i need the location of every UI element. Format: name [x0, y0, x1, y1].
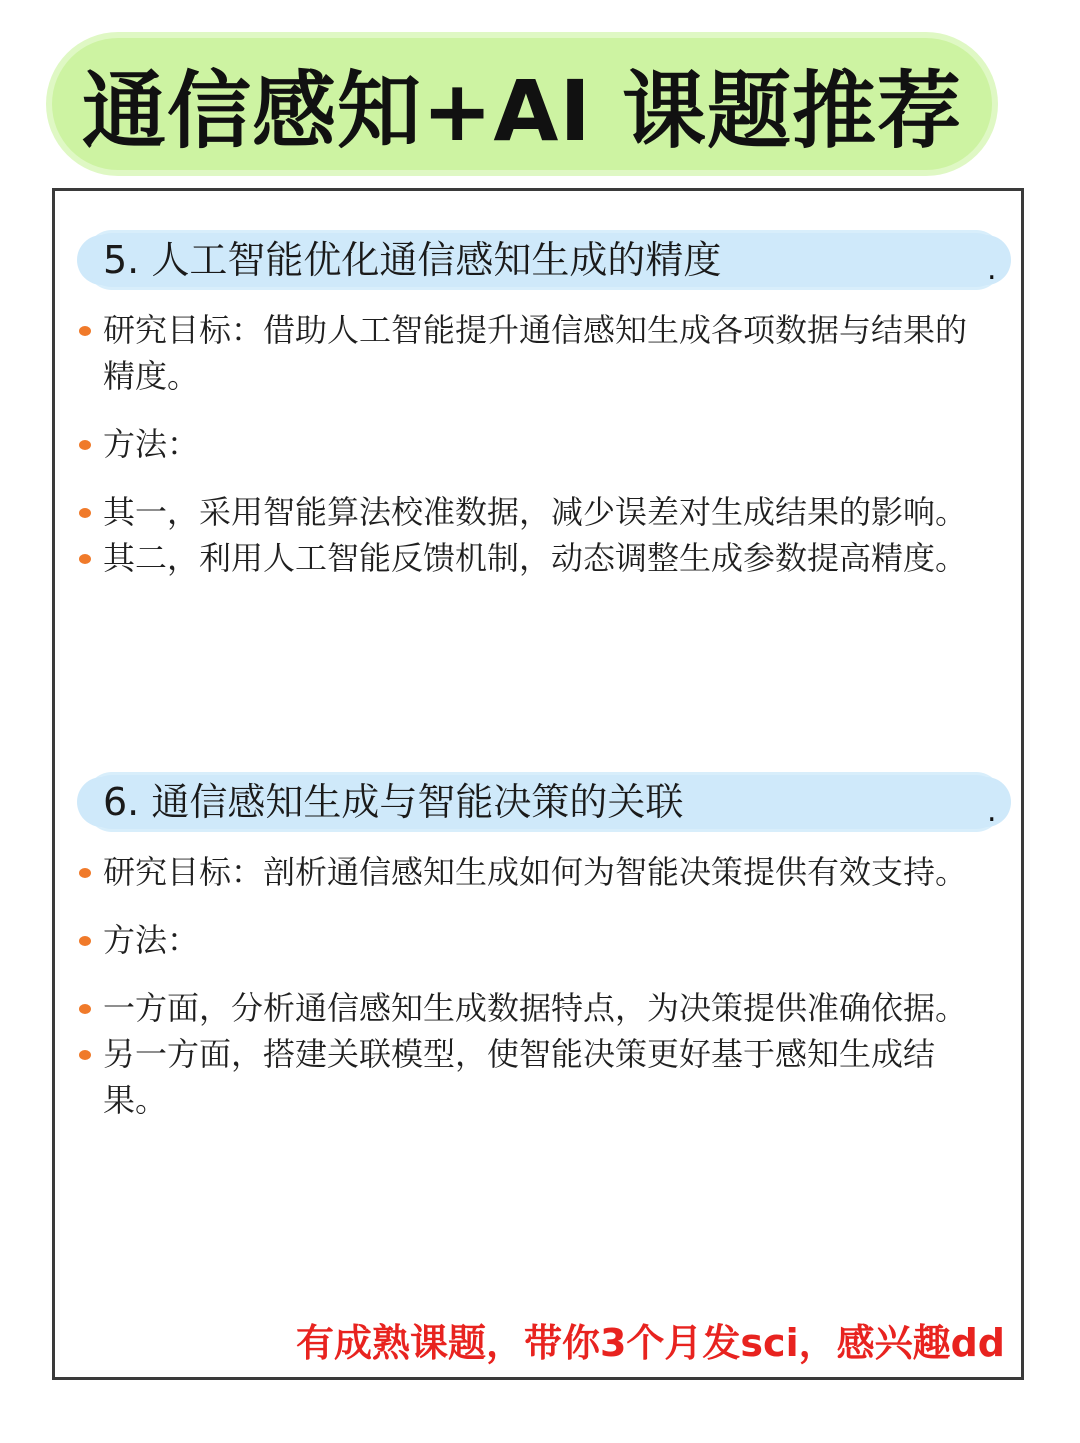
- section-6: [55, 769, 1021, 1123]
- bullet-method-1: 一方面，分析通信感知生成数据特点，为决策提供准确依据。: [55, 985, 1021, 1031]
- section-5: [55, 227, 1021, 581]
- bullet-list: [55, 307, 1021, 581]
- bullet-list: [55, 849, 1021, 1123]
- section-heading-text: 5. 人工智能优化通信感知生成的精度: [103, 238, 722, 282]
- bullet-research-goal: 研究目标：剖析通信感知生成如何为智能决策提供有效支持。: [55, 849, 1021, 895]
- bullet-method-1: 其一，采用智能算法校准数据，减少误差对生成结果的影响。: [55, 489, 1021, 535]
- section-heading: [55, 769, 1021, 835]
- bullet-method-2: 另一方面，搭建关联模型，使智能决策更好基于感知生成结果。: [55, 1031, 1021, 1123]
- content-box: [52, 188, 1024, 1380]
- title-banner: [52, 38, 992, 170]
- bullet-method-label: 方法：: [55, 421, 1021, 467]
- promo-text: 有成熟课题，带你3个月发sci，感兴趣dd: [295, 1321, 1005, 1365]
- bullet-method-label: 方法：: [55, 917, 1021, 963]
- heading-trailing-dot: .: [987, 252, 997, 287]
- bullet-method-2: 其二，利用人工智能反馈机制，动态调整生成参数提高精度。: [55, 535, 1021, 581]
- section-heading-text: 6. 通信感知生成与智能决策的关联: [103, 780, 684, 824]
- bullet-research-goal: 研究目标：借助人工智能提升通信感知生成各项数据与结果的精度。: [55, 307, 1021, 399]
- page-title: 通信感知+AI 课题推荐: [82, 61, 962, 160]
- section-heading: [55, 227, 1021, 293]
- heading-trailing-dot: .: [987, 794, 997, 829]
